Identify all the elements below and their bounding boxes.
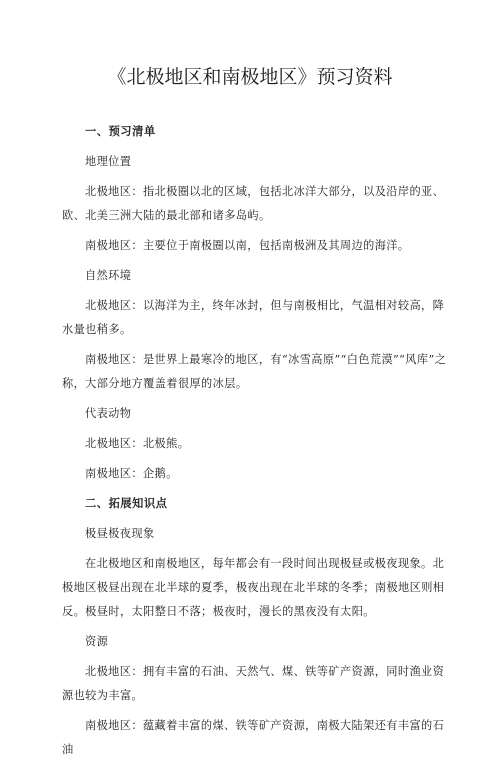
document-body xyxy=(62,120,452,768)
paragraph-polar-day-night: 在北极地区和南极地区，每年都会有一段时间出现极昼或极夜现象。北极地区极昼出现在北半球的夏季，极夜出现在北半球的冬季；南极地区则相反。极昼时，太阳整日不落；极夜时，漫长的黑夜没有太阳。 xyxy=(62,557,445,618)
section-heading-extension: 二、拓展知识点 xyxy=(85,497,168,510)
subheading-location: 地理位置 xyxy=(85,155,132,168)
paragraph-resources-south: 南极地区：蕴藏着丰富的煤、铁等矿产资源，南极大陆架还有丰富的石油 xyxy=(62,719,445,756)
document-title: 《北极地区和南极地区》预习资料 xyxy=(107,66,393,88)
paragraph-environment-north: 北极地区：以海洋为主，终年冰封，但与南极相比，气温相对较高，降水量也稍多。 xyxy=(62,299,445,336)
subheading-animals: 代表动物 xyxy=(85,407,132,420)
paragraph-resources-north: 北极地区：拥有丰富的石油、天然气、煤、铁等矿产资源，同时渔业资源也较为丰富。 xyxy=(62,665,445,702)
subheading-polar-day-night: 极昼极夜现象 xyxy=(85,527,155,540)
paragraph-animal-south: 南极地区：企鹅。 xyxy=(85,467,178,480)
paragraph-environment-south: 南极地区：是世界上最寒冷的地区，有“冰雪高原”“白色荒漠”“风库”之称，大部分地方覆盖着很厚的冰层。 xyxy=(62,353,447,390)
paragraph-animal-north: 北极地区：北极熊。 xyxy=(85,437,190,450)
paragraph-location-south: 南极地区：主要位于南极圈以南，包括南极洲及其周边的海洋。 xyxy=(85,239,410,252)
subheading-resources: 资源 xyxy=(85,635,109,648)
subheading-environment: 自然环境 xyxy=(85,269,132,282)
paragraph-location-north: 北极地区：指北极圈以北的区域，包括北冰洋大部分，以及沿岸的亚、欧、北美三洲大陆的最北部和诸多岛屿。 xyxy=(62,185,445,222)
section-heading-preview-list: 一、预习清单 xyxy=(85,125,156,138)
